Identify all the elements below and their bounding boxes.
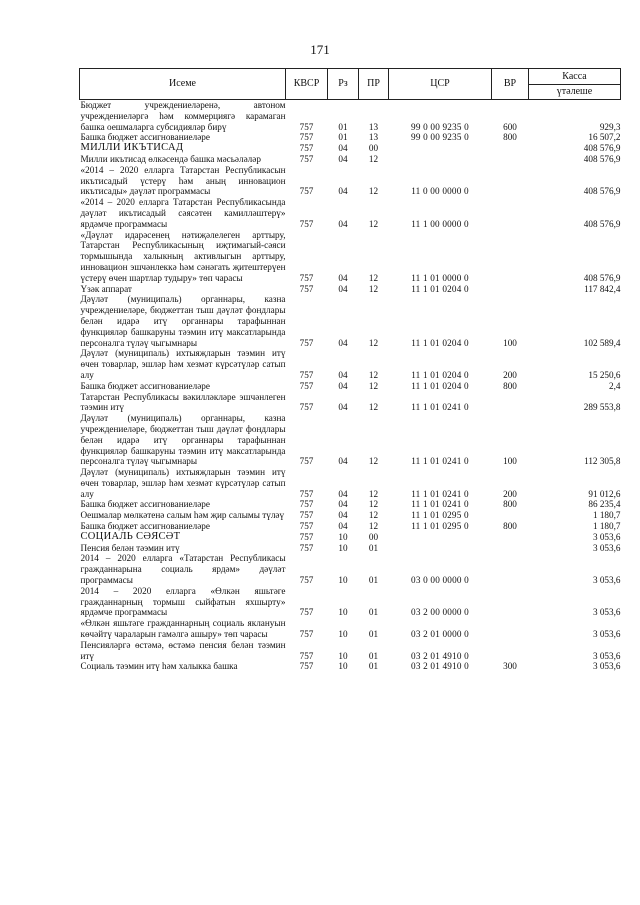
cell-rz: 04	[338, 369, 348, 380]
cell-rz: 04	[338, 380, 348, 391]
cell-vr	[492, 510, 529, 521]
cell-vr: 800	[503, 380, 517, 391]
cell-kvsr: 757	[299, 186, 314, 197]
cell-vr: 800	[503, 521, 517, 532]
cell-vr	[492, 543, 529, 554]
cell-name: Башка бюджет ассигнованиеләре	[80, 132, 210, 143]
cell-vr	[492, 640, 529, 662]
cell-kvsr: 757	[299, 629, 314, 640]
cell-pr: 01	[368, 650, 379, 661]
cell-rz: 04	[338, 521, 348, 532]
cell-sum: 1 180,7	[592, 510, 621, 521]
section-row	[80, 532, 621, 543]
table-row	[80, 197, 621, 229]
cell-csr: 11 1 01 0204 0	[411, 380, 469, 391]
header-sum-bottom: үтәлеше	[556, 86, 593, 97]
cell-sum: 1 180,7	[592, 521, 621, 532]
cell-name: Башка бюджет ассигнованиеләре	[80, 380, 210, 391]
cell-rz: 04	[338, 499, 348, 510]
table-row	[80, 348, 621, 380]
header-pr: ПР	[359, 69, 389, 100]
cell-kvsr: 757	[299, 369, 314, 380]
cell-rz: 04	[338, 337, 348, 348]
cell-rz: 10	[338, 531, 348, 542]
cell-rz: 04	[338, 218, 348, 229]
cell-sum: 3 053,6	[592, 607, 621, 618]
cell-pr: 12	[368, 521, 379, 532]
cell-pr: 01	[368, 661, 379, 672]
cell-kvsr: 757	[299, 153, 314, 164]
cell-kvsr: 757	[299, 661, 314, 672]
cell-kvsr: 757	[299, 143, 314, 154]
table-row	[80, 230, 621, 284]
cell-csr: 03 2 01 4910 0	[411, 661, 469, 672]
cell-rz: 10	[338, 607, 348, 618]
cell-name: Пенсия белән тәэмин итү	[80, 542, 180, 553]
cell-csr: 11 1 01 0204 0	[411, 337, 469, 348]
cell-pr: 12	[368, 337, 379, 348]
cell-vr	[492, 154, 529, 165]
cell-kvsr: 757	[299, 380, 314, 391]
cell-name: Дәүләт (муниципаль) органнары, казна учреждениеләре, бюджеттан тыш дәүләт фондлары белән идарә итү органнары тарафыннан функцияләр башкаруны тәэмин итү максатларында персоналга түләү чыгымнары	[80, 294, 286, 348]
cell-kvsr: 757	[299, 456, 314, 467]
cell-csr: 11 1 01 0295 0	[411, 510, 469, 521]
cell-pr: 00	[368, 143, 379, 154]
header-sum-top: Касса	[529, 69, 620, 85]
cell-csr: 99 0 00 9235 0	[411, 132, 469, 143]
cell-rz: 04	[338, 456, 348, 467]
cell-pr: 12	[368, 153, 379, 164]
cell-sum: 929,3	[599, 121, 621, 132]
header-name: Исеме	[80, 69, 286, 100]
cell-pr: 12	[368, 369, 379, 380]
cell-pr: 12	[368, 488, 379, 499]
table-row	[80, 165, 621, 197]
cell-rz: 10	[338, 661, 348, 672]
cell-name: СОЦИАЛЬ СӘЯСӘТ	[80, 530, 181, 542]
table-row	[80, 586, 621, 618]
cell-vr	[492, 392, 529, 414]
cell-sum: 86 235,4	[588, 499, 621, 510]
cell-csr: 11 1 01 0241 0	[411, 456, 469, 467]
cell-pr: 01	[368, 542, 379, 553]
cell-vr	[492, 532, 529, 543]
cell-sum: 102 589,4	[583, 337, 621, 348]
table-row	[80, 467, 621, 499]
cell-csr: 11 1 01 0204 0	[411, 283, 469, 294]
table-row	[80, 392, 621, 414]
cell-sum: 3 053,6	[592, 629, 621, 640]
table-row	[80, 618, 621, 640]
cell-sum: 2,4	[609, 380, 621, 391]
cell-name: Дәүләт (муниципаль) органнары, казна учреждениеләре, бюджеттан тыш дәүләт фондлары белән идарә итү органнары тарафыннан функцияләр башкаруны тәэмин итү максатларында персоналга түләү чыгымнары	[80, 413, 286, 467]
cell-sum: 117 842,4	[584, 283, 621, 294]
header-kvsr: КВСР	[286, 69, 328, 100]
cell-rz: 10	[338, 542, 348, 553]
cell-vr: 800	[503, 499, 517, 510]
cell-pr: 12	[368, 510, 379, 521]
cell-vr	[492, 553, 529, 585]
cell-rz: 04	[338, 402, 348, 413]
cell-kvsr: 757	[299, 283, 314, 294]
cell-csr: 03 2 01 4910 0	[411, 650, 469, 661]
cell-pr: 01	[368, 607, 379, 618]
cell-vr: 300	[503, 661, 517, 672]
cell-rz: 04	[338, 143, 348, 154]
cell-kvsr: 757	[299, 272, 314, 283]
cell-name: Башка бюджет ассигнованиеләре	[80, 499, 210, 510]
cell-csr: 11 0 00 0000 0	[411, 186, 469, 197]
cell-rz: 04	[338, 272, 348, 283]
table-body	[80, 100, 621, 673]
cell-csr	[389, 532, 492, 543]
cell-pr: 12	[368, 402, 379, 413]
cell-name: 2014 – 2020 елларга «Татарстан Республикасы гражданнарына социаль ярдәм» дәүләт программасы	[80, 553, 286, 586]
table-row	[80, 294, 621, 348]
cell-csr: 03 0 00 0000 0	[411, 575, 469, 586]
cell-csr: 03 2 01 0000 0	[411, 629, 469, 640]
cell-csr: 11 1 01 0241 0	[411, 402, 469, 413]
cell-pr: 12	[368, 272, 379, 283]
cell-sum: 3 053,6	[592, 650, 621, 661]
cell-sum: 3 053,6	[592, 661, 621, 672]
cell-pr: 12	[368, 456, 379, 467]
budget-table	[79, 68, 621, 672]
cell-sum: 289 553,8	[583, 402, 621, 413]
table-row	[80, 499, 621, 510]
cell-name: «Өлкән яшьтәге гражданнарның социаль яклануын көчәйтү чараларын гамәлгә ашыру» төп чарасы	[80, 618, 286, 640]
cell-rz: 04	[338, 488, 348, 499]
cell-csr: 11 1 00 0000 0	[411, 218, 469, 229]
cell-csr	[389, 143, 492, 154]
table-row	[80, 640, 621, 662]
cell-name: Бюджет учреждениеләренә, автоном учреждениеләргә һәм коммерциягә карамаган башка оешмаларга субсидияләр бирү	[80, 100, 286, 132]
cell-rz: 10	[338, 650, 348, 661]
cell-sum: 3 053,6	[592, 542, 621, 553]
header-rz: Рз	[328, 69, 359, 100]
cell-pr: 00	[368, 531, 379, 542]
header-csr: ЦСР	[389, 69, 492, 100]
cell-rz: 01	[338, 121, 348, 132]
cell-pr: 13	[368, 132, 379, 143]
cell-name: «Дәүләт идарәсенең нәтиҗәлелеген арттыру, Татарстан Республикасының иҗтимагый-сәяси тормышында халыкның активлыгын арттыру, инновацион эшчәнлеккә һәм сәнәгать җитештерүен үстерү өчен шартлар тудыру» төп чарасы	[80, 229, 286, 283]
cell-csr: 11 1 01 0241 0	[411, 488, 469, 499]
cell-csr: 11 1 01 0204 0	[411, 369, 469, 380]
cell-csr: 99 0 00 9235 0	[411, 121, 469, 132]
table-row	[80, 553, 621, 585]
cell-kvsr: 757	[299, 499, 314, 510]
cell-pr: 12	[368, 380, 379, 391]
cell-csr: 11 1 01 0241 0	[411, 499, 469, 510]
cell-name: МИЛЛИ ИКЪТИСАД	[80, 142, 184, 154]
cell-vr	[492, 618, 529, 640]
cell-name: Дәүләт (муниципаль) ихтыяҗларын тәэмин итү өчен товарлар, эшләр һәм хезмәт күрсәтүләр сатып алу	[80, 467, 286, 499]
cell-kvsr: 757	[299, 132, 314, 143]
cell-kvsr: 757	[299, 337, 314, 348]
cell-name: Татарстан Республикасы вәкилләкләре эшчәнлеген тәэмин итү	[80, 391, 286, 413]
cell-kvsr: 757	[299, 218, 314, 229]
cell-name: Башка бюджет ассигнованиеләре	[80, 521, 210, 532]
cell-sum: 408 576,9	[583, 272, 621, 283]
cell-vr	[492, 586, 529, 618]
cell-name: Үзәк аппарат	[80, 283, 132, 294]
cell-sum: 16 507,2	[588, 132, 621, 143]
cell-kvsr: 757	[299, 575, 314, 586]
table-row	[80, 661, 621, 672]
cell-pr: 01	[368, 629, 379, 640]
cell-rz: 04	[338, 510, 348, 521]
cell-kvsr: 757	[299, 542, 314, 553]
cell-csr	[389, 154, 492, 165]
cell-rz: 01	[338, 132, 348, 143]
cell-name: 2014 – 2020 елларга «Өлкән яшьтәге гражданнарның тормыш сыйфатын яхшырту» ярдәмче программасы	[80, 585, 286, 618]
header-sum	[529, 69, 621, 100]
cell-vr	[492, 143, 529, 154]
cell-vr	[492, 197, 529, 229]
cell-vr: 100	[503, 337, 517, 348]
cell-rz: 10	[338, 629, 348, 640]
cell-csr: 11 1 01 0295 0	[411, 521, 469, 532]
table-row	[80, 510, 621, 521]
table-row	[80, 284, 621, 295]
cell-name: Социаль тәэмин итү һәм халыкка башка	[80, 661, 238, 672]
cell-kvsr: 757	[299, 402, 314, 413]
cell-rz: 04	[338, 153, 348, 164]
cell-name: Оешмалар мөлкәтенә салым һәм җир салымы түләү	[80, 510, 285, 521]
cell-name: Милли икътисад өлкәсендә башка мәсьәләләр	[80, 153, 261, 164]
cell-kvsr: 757	[299, 121, 314, 132]
cell-sum: 112 305,8	[584, 456, 621, 467]
cell-rz: 10	[338, 575, 348, 586]
cell-sum: 408 576,9	[583, 218, 621, 229]
table-row	[80, 413, 621, 467]
cell-csr	[389, 543, 492, 554]
cell-vr: 100	[503, 456, 517, 467]
cell-kvsr: 757	[299, 510, 314, 521]
cell-vr	[492, 230, 529, 284]
cell-pr: 01	[368, 575, 379, 586]
cell-kvsr: 757	[299, 531, 314, 542]
cell-vr	[492, 284, 529, 295]
cell-vr	[492, 165, 529, 197]
cell-pr: 12	[368, 186, 379, 197]
header-vr: ВР	[492, 69, 529, 100]
cell-rz: 04	[338, 186, 348, 197]
table-header	[80, 69, 621, 100]
cell-kvsr: 757	[299, 521, 314, 532]
cell-kvsr: 757	[299, 607, 314, 618]
cell-rz: 04	[338, 283, 348, 294]
cell-kvsr: 757	[299, 650, 314, 661]
cell-sum: 408 576,9	[583, 153, 621, 164]
cell-name: «2014 – 2020 елларга Татарстан Республикасын икътисадый үстерү һәм аның инновацион икътисады» дәүләт программасы	[80, 164, 286, 197]
cell-pr: 12	[368, 218, 379, 229]
cell-vr: 800	[503, 132, 517, 143]
section-row	[80, 143, 621, 154]
cell-vr: 200	[503, 369, 517, 380]
table-row	[80, 154, 621, 165]
cell-sum: 91 012,6	[588, 488, 621, 499]
table-row	[80, 381, 621, 392]
cell-name: Пенсияләргә өстәмә, өстәмә пенсия белән тәэмин итү	[80, 639, 286, 661]
table-row	[80, 543, 621, 554]
cell-sum: 3 053,6	[592, 531, 621, 542]
cell-pr: 12	[368, 283, 379, 294]
cell-pr: 13	[368, 121, 379, 132]
cell-name: Дәүләт (муниципаль) ихтыяҗларын тәэмин итү өчен товарлар, эшләр һәм хезмәт күрсәтүләр сатып алу	[80, 348, 286, 380]
cell-csr: 03 2 00 0000 0	[411, 607, 469, 618]
cell-vr: 200	[503, 488, 517, 499]
cell-pr: 12	[368, 499, 379, 510]
cell-vr: 600	[503, 121, 517, 132]
cell-sum: 3 053,6	[592, 575, 621, 586]
table-row	[80, 100, 621, 133]
cell-sum: 15 250,6	[588, 369, 621, 380]
cell-sum: 408 576,9	[583, 186, 621, 197]
cell-sum: 408 576,9	[583, 143, 621, 154]
page-number: 171	[310, 42, 330, 57]
cell-name: «2014 – 2020 елларга Татарстан Республикасында дәүләт икътисадый сәясәтен камилләштерү» ярдәмче программасы	[80, 197, 286, 229]
cell-csr: 11 1 01 0000 0	[411, 272, 469, 283]
cell-kvsr: 757	[299, 488, 314, 499]
